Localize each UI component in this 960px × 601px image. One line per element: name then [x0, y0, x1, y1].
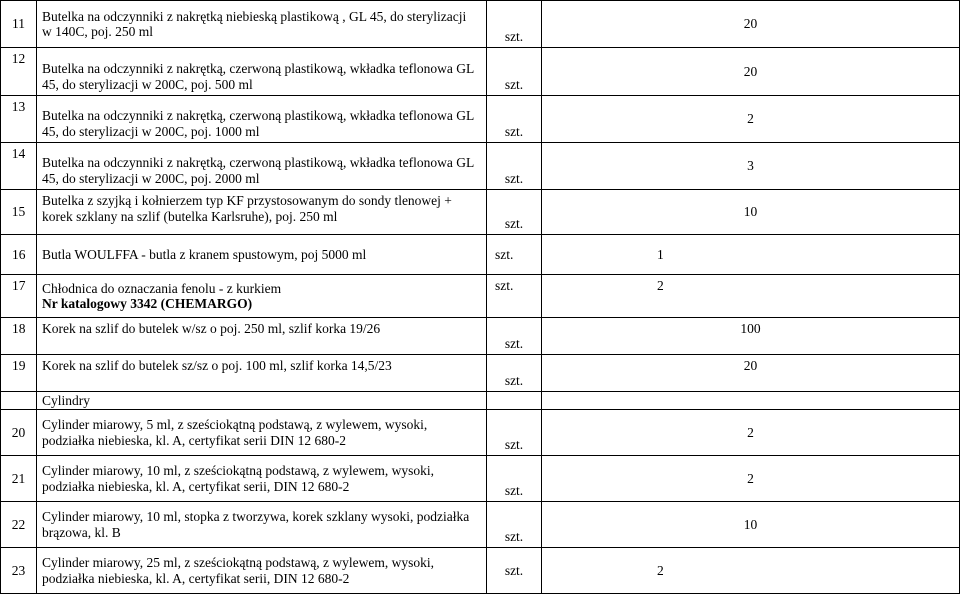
row-unit: szt.	[487, 355, 542, 392]
description-line: w 140C, poj. 250 ml	[42, 24, 154, 39]
row-description	[37, 235, 487, 275]
row-description	[37, 355, 487, 392]
description-line: podziałka niebieska, kl. A, certyfikat serii DIN 12 680-2	[42, 432, 347, 448]
table-row	[1, 410, 960, 456]
row-description	[37, 1, 487, 48]
row-number: 17	[1, 275, 37, 318]
description-line: Butelka na odczynniki z nakrętką, czerwoną plastikową, wkładka teflonowa GL	[42, 108, 475, 123]
row-unit: szt.	[487, 235, 542, 275]
row-number: 16	[1, 235, 37, 275]
row-unit: szt.	[487, 318, 542, 355]
description-line: Korek na szlif do butelek w/sz o poj. 250 ml, szlif korka 19/26	[42, 321, 381, 336]
description-line: Cylinder miarowy, 10 ml, stopka z tworzywa, korek szklany wysoki, podziałka	[42, 509, 470, 524]
description-line: brązowa, kl. B	[42, 524, 121, 540]
row-number: 20	[1, 410, 37, 456]
description-line: korek szklany na szlif (butelka Karlsruhe), poj. 250 ml	[42, 208, 338, 224]
row-unit: szt.	[487, 1, 542, 48]
table-row	[1, 548, 960, 594]
description-line: 45, do sterylizacji w 200C, poj. 500 ml	[42, 76, 253, 92]
section-row	[1, 392, 960, 410]
description-line: Cylinder miarowy, 5 ml, z sześciokątną podstawą, z wylewem, wysoki,	[42, 417, 428, 432]
row-number: 15	[1, 190, 37, 235]
row-number: 18	[1, 318, 37, 355]
row-unit: szt.	[487, 456, 542, 502]
row-description	[37, 502, 487, 548]
row-description	[37, 143, 487, 190]
row-quantity: 2	[542, 96, 960, 143]
row-description	[37, 190, 487, 235]
description-line: Butelka z szyjką i kołnierzem typ KF przystosowanym do sondy tlenowej +	[42, 193, 452, 208]
row-number: 12	[1, 48, 37, 96]
row-unit: szt.	[487, 96, 542, 143]
row-quantity: 2	[542, 410, 960, 456]
table-row	[1, 502, 960, 548]
description-line: Cylinder miarowy, 25 ml, z sześciokątną podstawą, z wylewem, wysoki,	[42, 555, 435, 570]
row-unit: szt.	[487, 410, 542, 456]
table-row	[1, 235, 960, 275]
row-unit: szt.	[487, 143, 542, 190]
description-line: 45, do sterylizacji w 200C, poj. 2000 ml	[42, 170, 260, 186]
row-quantity: 100	[542, 318, 960, 355]
row-description	[37, 96, 487, 143]
description-line: podziałka niebieska, kl. A, certyfikat serii, DIN 12 680-2	[42, 570, 350, 586]
description-line: Cylinder miarowy, 10 ml, z sześciokątną podstawą, z wylewem, wysoki,	[42, 463, 435, 478]
row-quantity: 10	[542, 502, 960, 548]
description-line: 45, do sterylizacji w 200C, poj. 1000 ml	[42, 123, 260, 139]
row-quantity: 20	[542, 48, 960, 96]
row-unit: szt.	[487, 548, 542, 594]
row-description	[37, 275, 487, 318]
section-title: Cylindry	[37, 392, 487, 410]
row-number: 11	[1, 1, 37, 48]
table-row	[1, 1, 960, 48]
row-description	[37, 410, 487, 456]
row-quantity: 2	[542, 275, 960, 318]
description-line: Butla WOULFFA - butla z kranem spustowym, poj 5000 ml	[42, 246, 367, 262]
description-line: Butelka na odczynniki z nakrętką, czerwoną plastikową, wkładka teflonowa GL	[42, 155, 475, 170]
description-line: Chłodnica do oznaczania fenolu - z kurkiem	[42, 280, 282, 296]
table-row	[1, 275, 960, 318]
row-number: 14	[1, 143, 37, 190]
row-number: 23	[1, 548, 37, 594]
row-number: 13	[1, 96, 37, 143]
table-row	[1, 456, 960, 502]
row-description	[37, 548, 487, 594]
row-quantity: 20	[542, 355, 960, 392]
row-description	[37, 318, 487, 355]
table-row	[1, 190, 960, 235]
row-quantity: 20	[542, 1, 960, 48]
table-row	[1, 355, 960, 392]
row-description	[37, 456, 487, 502]
catalog-number: Nr katalogowy 3342 (CHEMARGO)	[42, 296, 253, 311]
description-line: Butelka na odczynniki z nakrętką, czerwoną plastikową, wkładka teflonowa GL	[42, 61, 475, 76]
row-quantity: 2	[542, 548, 960, 594]
row-number: 21	[1, 456, 37, 502]
row-unit: szt.	[487, 275, 542, 318]
row-quantity: 1	[542, 235, 960, 275]
row-unit: szt.	[487, 502, 542, 548]
row-quantity: 2	[542, 456, 960, 502]
table-row	[1, 96, 960, 143]
table-row	[1, 48, 960, 96]
row-description	[37, 48, 487, 96]
row-unit: szt.	[487, 190, 542, 235]
row-quantity: 3	[542, 143, 960, 190]
table-row	[1, 318, 960, 355]
description-line: Korek na szlif do butelek sz/sz o poj. 100 ml, szlif korka 14,5/23	[42, 358, 392, 373]
row-quantity: 10	[542, 190, 960, 235]
row-number: 19	[1, 355, 37, 392]
row-number: 22	[1, 502, 37, 548]
row-unit: szt.	[487, 48, 542, 96]
table-row	[1, 143, 960, 190]
description-line: podziałka niebieska, kl. A, certyfikat serii, DIN 12 680-2	[42, 478, 350, 494]
description-line: Butelka na odczynniki z nakrętką niebieską plastikową , GL 45, do sterylizacji	[42, 8, 467, 24]
